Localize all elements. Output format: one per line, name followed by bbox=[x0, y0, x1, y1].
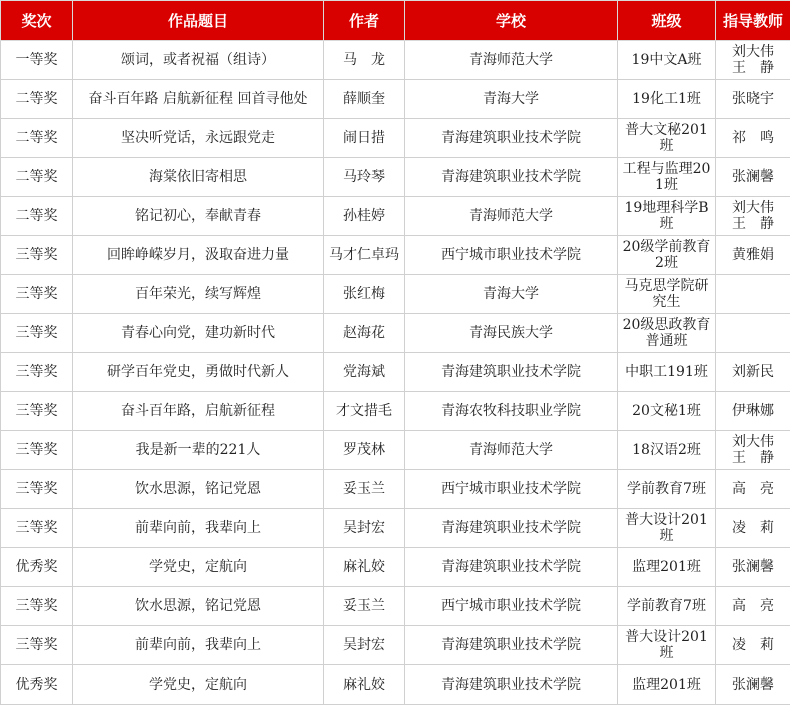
award-cell: 二等奖 bbox=[1, 119, 73, 158]
school-cell: 西宁城市职业技术学院 bbox=[405, 470, 618, 509]
school-cell: 西宁城市职业技术学院 bbox=[405, 587, 618, 626]
school-cell: 青海师范大学 bbox=[405, 431, 618, 470]
title-cell: 饮水思源，铭记党恩 bbox=[73, 470, 324, 509]
author-cell: 马玲琴 bbox=[324, 158, 405, 197]
author-cell: 吴封宏 bbox=[324, 509, 405, 548]
table-row bbox=[1, 158, 790, 197]
title-cell: 学党史，定航向 bbox=[73, 548, 324, 587]
header-row bbox=[1, 1, 790, 41]
school-cell: 青海大学 bbox=[405, 275, 618, 314]
award-cell: 二等奖 bbox=[1, 80, 73, 119]
teacher-cell bbox=[716, 275, 790, 314]
class-cell: 20文秘1班 bbox=[618, 392, 716, 431]
author-cell: 麻礼姣 bbox=[324, 548, 405, 587]
title-cell: 前辈向前，我辈向上 bbox=[73, 509, 324, 548]
class-cell: 普大文秘201班 bbox=[618, 119, 716, 158]
class-cell: 19化工1班 bbox=[618, 80, 716, 119]
school-cell: 青海大学 bbox=[405, 80, 618, 119]
table-row bbox=[1, 41, 790, 80]
table-row bbox=[1, 80, 790, 119]
award-cell: 三等奖 bbox=[1, 392, 73, 431]
award-cell: 优秀奖 bbox=[1, 665, 73, 705]
school-cell: 青海民族大学 bbox=[405, 314, 618, 353]
title-cell: 学党史，定航向 bbox=[73, 665, 324, 705]
school-cell: 西宁城市职业技术学院 bbox=[405, 236, 618, 275]
teacher-cell: 凌 莉 bbox=[716, 509, 790, 548]
table-row bbox=[1, 275, 790, 314]
header-teacher: 指导教师 bbox=[716, 1, 790, 41]
author-cell: 张红梅 bbox=[324, 275, 405, 314]
school-cell: 青海师范大学 bbox=[405, 41, 618, 80]
author-cell: 马 龙 bbox=[324, 41, 405, 80]
school-cell: 青海建筑职业技术学院 bbox=[405, 548, 618, 587]
school-cell: 青海农牧科技职业学院 bbox=[405, 392, 618, 431]
class-cell: 19中文A班 bbox=[618, 41, 716, 80]
header-award: 奖次 bbox=[1, 1, 73, 41]
table-row bbox=[1, 665, 790, 705]
class-cell: 工程与监理201班 bbox=[618, 158, 716, 197]
author-cell: 马才仁卓玛 bbox=[324, 236, 405, 275]
teacher-cell bbox=[716, 314, 790, 353]
award-cell: 三等奖 bbox=[1, 236, 73, 275]
title-cell: 奋斗百年路 启航新征程 回首寻他处 bbox=[73, 80, 324, 119]
class-cell: 监理201班 bbox=[618, 548, 716, 587]
title-cell: 我是新一辈的221人 bbox=[73, 431, 324, 470]
title-cell: 铭记初心，奉献青春 bbox=[73, 197, 324, 236]
teacher-cell: 张晓宇 bbox=[716, 80, 790, 119]
title-cell: 前辈向前，我辈向上 bbox=[73, 626, 324, 665]
class-cell: 19地理科学B班 bbox=[618, 197, 716, 236]
table-row bbox=[1, 314, 790, 353]
author-cell: 麻礼姣 bbox=[324, 665, 405, 705]
table-row bbox=[1, 509, 790, 548]
table-row bbox=[1, 431, 790, 470]
teacher-cell: 刘大伟 王 静 bbox=[716, 431, 790, 470]
header-class: 班级 bbox=[618, 1, 716, 41]
title-cell: 研学百年党史，勇做时代新人 bbox=[73, 353, 324, 392]
school-cell: 青海建筑职业技术学院 bbox=[405, 509, 618, 548]
teacher-cell: 张澜馨 bbox=[716, 158, 790, 197]
class-cell: 中职工191班 bbox=[618, 353, 716, 392]
school-cell: 青海建筑职业技术学院 bbox=[405, 119, 618, 158]
author-cell: 才文措毛 bbox=[324, 392, 405, 431]
school-cell: 青海建筑职业技术学院 bbox=[405, 158, 618, 197]
teacher-cell: 高 亮 bbox=[716, 587, 790, 626]
teacher-cell: 祁 鸣 bbox=[716, 119, 790, 158]
author-cell: 孙桂婷 bbox=[324, 197, 405, 236]
author-cell: 妥玉兰 bbox=[324, 587, 405, 626]
title-cell: 回眸峥嵘岁月，汲取奋进力量 bbox=[73, 236, 324, 275]
award-cell: 二等奖 bbox=[1, 158, 73, 197]
table-row bbox=[1, 470, 790, 509]
table-row bbox=[1, 236, 790, 275]
author-cell: 罗茂林 bbox=[324, 431, 405, 470]
school-cell: 青海建筑职业技术学院 bbox=[405, 626, 618, 665]
class-cell: 学前教育7班 bbox=[618, 587, 716, 626]
table-row bbox=[1, 392, 790, 431]
teacher-cell: 黄雅娟 bbox=[716, 236, 790, 275]
title-cell: 海棠依旧寄相思 bbox=[73, 158, 324, 197]
award-cell: 三等奖 bbox=[1, 626, 73, 665]
author-cell: 赵海花 bbox=[324, 314, 405, 353]
award-cell: 三等奖 bbox=[1, 509, 73, 548]
title-cell: 奋斗百年路，启航新征程 bbox=[73, 392, 324, 431]
header-title: 作品题目 bbox=[73, 1, 324, 41]
class-cell: 普大设计201班 bbox=[618, 626, 716, 665]
award-cell: 三等奖 bbox=[1, 314, 73, 353]
author-cell: 薛顺奎 bbox=[324, 80, 405, 119]
title-cell: 颂词，或者祝福（组诗） bbox=[73, 41, 324, 80]
title-cell: 饮水思源，铭记党恩 bbox=[73, 587, 324, 626]
teacher-cell: 刘新民 bbox=[716, 353, 790, 392]
teacher-cell: 高 亮 bbox=[716, 470, 790, 509]
title-cell: 青春心向党，建功新时代 bbox=[73, 314, 324, 353]
class-cell: 20级思政教育普通班 bbox=[618, 314, 716, 353]
table-body bbox=[1, 41, 790, 705]
award-cell: 优秀奖 bbox=[1, 548, 73, 587]
class-cell: 马克思学院研究生 bbox=[618, 275, 716, 314]
teacher-cell: 张澜馨 bbox=[716, 665, 790, 705]
teacher-cell: 张澜馨 bbox=[716, 548, 790, 587]
school-cell: 青海建筑职业技术学院 bbox=[405, 353, 618, 392]
table-row bbox=[1, 548, 790, 587]
teacher-cell: 凌 莉 bbox=[716, 626, 790, 665]
title-cell: 百年荣光，续写辉煌 bbox=[73, 275, 324, 314]
table-header bbox=[1, 1, 790, 41]
class-cell: 监理201班 bbox=[618, 665, 716, 705]
award-cell: 一等奖 bbox=[1, 41, 73, 80]
class-cell: 普大设计201班 bbox=[618, 509, 716, 548]
table-row bbox=[1, 197, 790, 236]
school-cell: 青海建筑职业技术学院 bbox=[405, 665, 618, 705]
table-row bbox=[1, 119, 790, 158]
class-cell: 20级学前教育2班 bbox=[618, 236, 716, 275]
author-cell: 党海斌 bbox=[324, 353, 405, 392]
award-cell: 三等奖 bbox=[1, 431, 73, 470]
header-author: 作者 bbox=[324, 1, 405, 41]
author-cell: 吴封宏 bbox=[324, 626, 405, 665]
award-cell: 三等奖 bbox=[1, 275, 73, 314]
table-row bbox=[1, 626, 790, 665]
class-cell: 学前教育7班 bbox=[618, 470, 716, 509]
table-row bbox=[1, 587, 790, 626]
class-cell: 18汉语2班 bbox=[618, 431, 716, 470]
teacher-cell: 刘大伟 王 静 bbox=[716, 197, 790, 236]
school-cell: 青海师范大学 bbox=[405, 197, 618, 236]
table-row bbox=[1, 353, 790, 392]
header-school: 学校 bbox=[405, 1, 618, 41]
author-cell: 闹日措 bbox=[324, 119, 405, 158]
teacher-cell: 刘大伟 王 静 bbox=[716, 41, 790, 80]
award-cell: 三等奖 bbox=[1, 587, 73, 626]
award-cell: 三等奖 bbox=[1, 353, 73, 392]
award-cell: 三等奖 bbox=[1, 470, 73, 509]
title-cell: 坚决听党话，永远跟党走 bbox=[73, 119, 324, 158]
award-cell: 二等奖 bbox=[1, 197, 73, 236]
teacher-cell: 伊琳娜 bbox=[716, 392, 790, 431]
author-cell: 妥玉兰 bbox=[324, 470, 405, 509]
